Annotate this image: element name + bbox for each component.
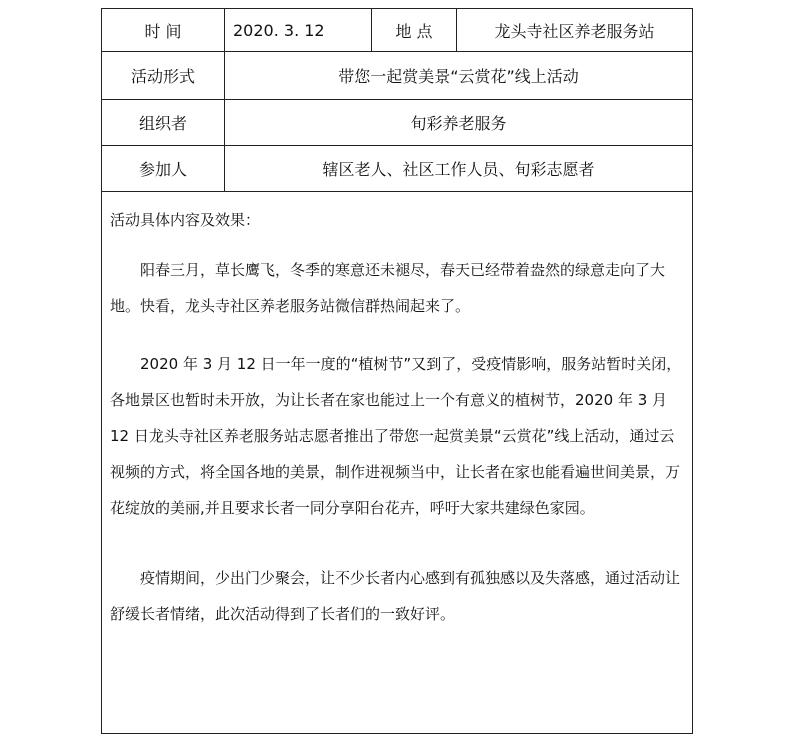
participants-value: 辖区老人、社区工作人员、旬彩志愿者 [322, 160, 595, 179]
place-label: 地 点 [395, 21, 433, 41]
activity-form-label: 活动形式 [130, 67, 195, 86]
content-paragraph: 阳春三月，草长鹰飞，冬季的寒意还未褪尽，春天已经带着盎然的绿意走向了大地。快看，龙头寺社区养老服务站微信群热闹起来了。 [110, 261, 666, 315]
activity-record-table [101, 8, 693, 734]
content-heading: 活动具体内容及效果： [110, 211, 261, 229]
time-value: 2020. 3. 12 [233, 20, 325, 40]
organizer-value: 旬彩养老服务 [410, 114, 507, 133]
participants-label: 参加人 [138, 160, 187, 179]
content-paragraph: 疫情期间，少出门少聚会，让不少长者内心感到有孤独感以及失落感，通过活动让舒缓长者情绪，此次活动得到了长者们的一致好评。 [110, 569, 681, 623]
place-value: 龙头寺社区养老服务站 [494, 21, 655, 41]
content-paragraph: 2020 年 3 月 12 日一年一度的“植树节”又到了，受疫情影响，服务站暂时关闭，各地景区也暂时未开放，为让长者在家也能过上一个有意义的植树节，2020 年 3 月 12 日龙头寺社区养老服务站志愿者推出了带您一起赏美景“云赏花”线上活动，通过云视频的方式，将全国各地的美景，制作进视频当中，让长者在家也能看遍世间美景，万花绽放的美丽,并且要求长者一同分享阳台花卉，呼吁大家共建绿色家园。 [110, 355, 682, 517]
row-divider [102, 191, 692, 192]
activity-content [102, 199, 692, 632]
activity-form-value: 带您一起赏美景“云赏花”线上活动 [338, 67, 579, 86]
organizer-label: 组织者 [138, 114, 187, 133]
time-label: 时 间 [144, 21, 182, 41]
